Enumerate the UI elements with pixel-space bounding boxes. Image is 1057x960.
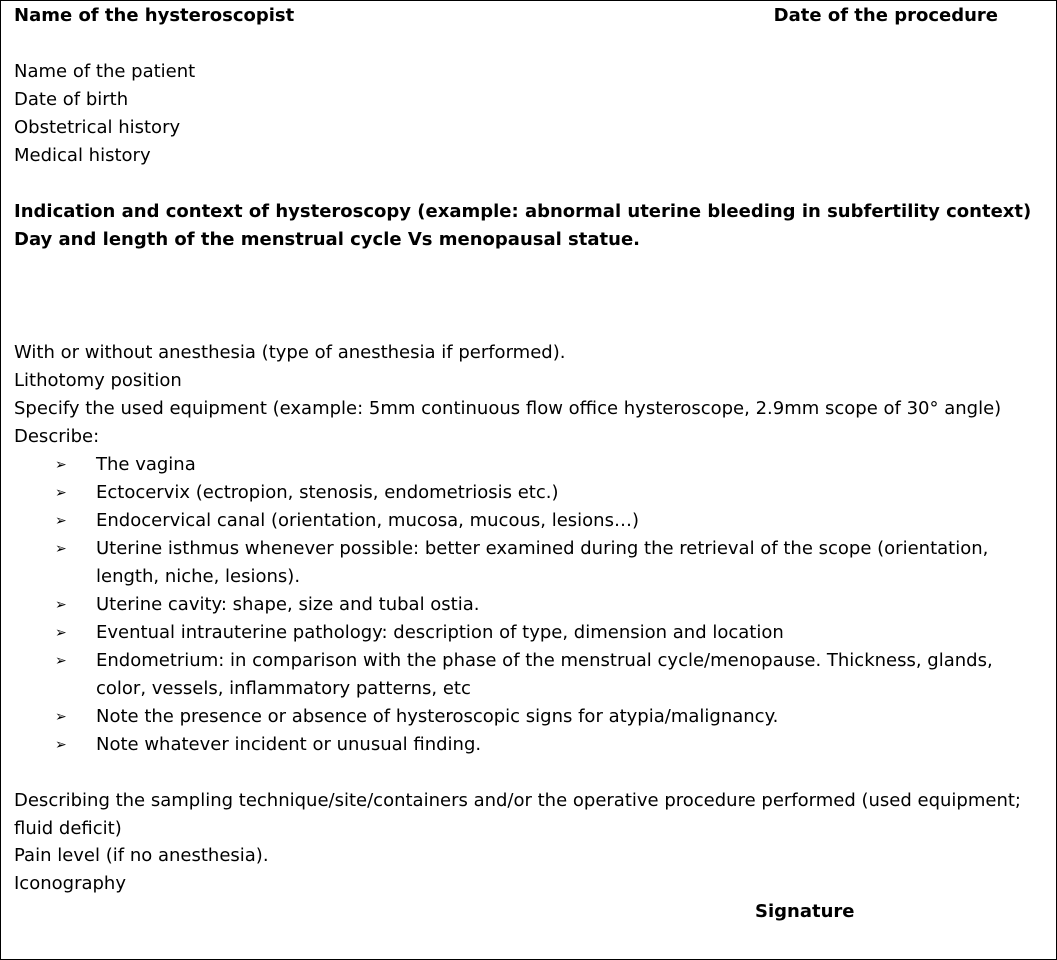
list-item-text: Ectocervix (ectropion, stenosis, endometriosis etc.) <box>96 482 559 503</box>
medical-history-label: Medical history <box>14 145 151 166</box>
list-item-text: Endometrium: in comparison with the phase of the menstrual cycle/menopause. Thickness, glands, color, vessels, inflammatory patterns, etc <box>96 650 993 699</box>
pain-level-line: Pain level (if no anesthesia). <box>14 845 269 866</box>
list-item-text: Note whatever incident or unusual finding. <box>96 734 482 755</box>
arrow-bullet-icon: ➢ <box>55 457 67 473</box>
obstetrical-history-label: Obstetrical history <box>14 117 181 138</box>
list-item-text: Endocervical canal (orientation, mucosa, mucous, lesions…) <box>96 510 639 531</box>
sampling-line: Describing the sampling technique/site/containers and/or the operative procedure performed (used equipment; fluid deficit) <box>14 790 1021 839</box>
birth-date-label: Date of birth <box>14 89 129 110</box>
indication-heading: Indication and context of hysteroscopy (example: abnormal uterine bleeding in subfertility context) <box>14 201 1032 222</box>
hysteroscopist-name-label: Name of the hysteroscopist <box>14 5 295 26</box>
equipment-line: Specify the used equipment (example: 5mm continuous flow office hysteroscope, 2.9mm scope of 30° angle) <box>14 398 1002 419</box>
arrow-bullet-icon: ➢ <box>55 653 67 669</box>
arrow-bullet-icon: ➢ <box>55 513 67 529</box>
arrow-bullet-icon: ➢ <box>55 737 67 753</box>
procedure-date-label: Date of the procedure <box>773 5 998 26</box>
patient-name-label: Name of the patient <box>14 61 196 82</box>
arrow-bullet-icon: ➢ <box>55 597 67 613</box>
describe-label: Describe: <box>14 426 100 447</box>
position-line: Lithotomy position <box>14 370 182 391</box>
list-item-text: The vagina <box>96 454 196 475</box>
anesthesia-line: With or without anesthesia (type of anesthesia if performed). <box>14 342 566 363</box>
signature-label: Signature <box>755 901 855 922</box>
arrow-bullet-icon: ➢ <box>55 485 67 501</box>
list-item-text: Uterine cavity: shape, size and tubal ostia. <box>96 594 480 615</box>
list-item-text: Uterine isthmus whenever possible: better examined during the retrieval of the scope (orientation, length, niche, lesions). <box>96 538 989 587</box>
list-item-text: Eventual intrauterine pathology: description of type, dimension and location <box>96 622 784 643</box>
cycle-heading: Day and length of the menstrual cycle Vs menopausal statue. <box>14 229 640 250</box>
list-item-text: Note the presence or absence of hysteroscopic signs for atypia/malignancy. <box>96 706 779 727</box>
arrow-bullet-icon: ➢ <box>55 541 67 557</box>
iconography-line: Iconography <box>14 873 126 894</box>
arrow-bullet-icon: ➢ <box>55 625 67 641</box>
arrow-bullet-icon: ➢ <box>55 709 67 725</box>
